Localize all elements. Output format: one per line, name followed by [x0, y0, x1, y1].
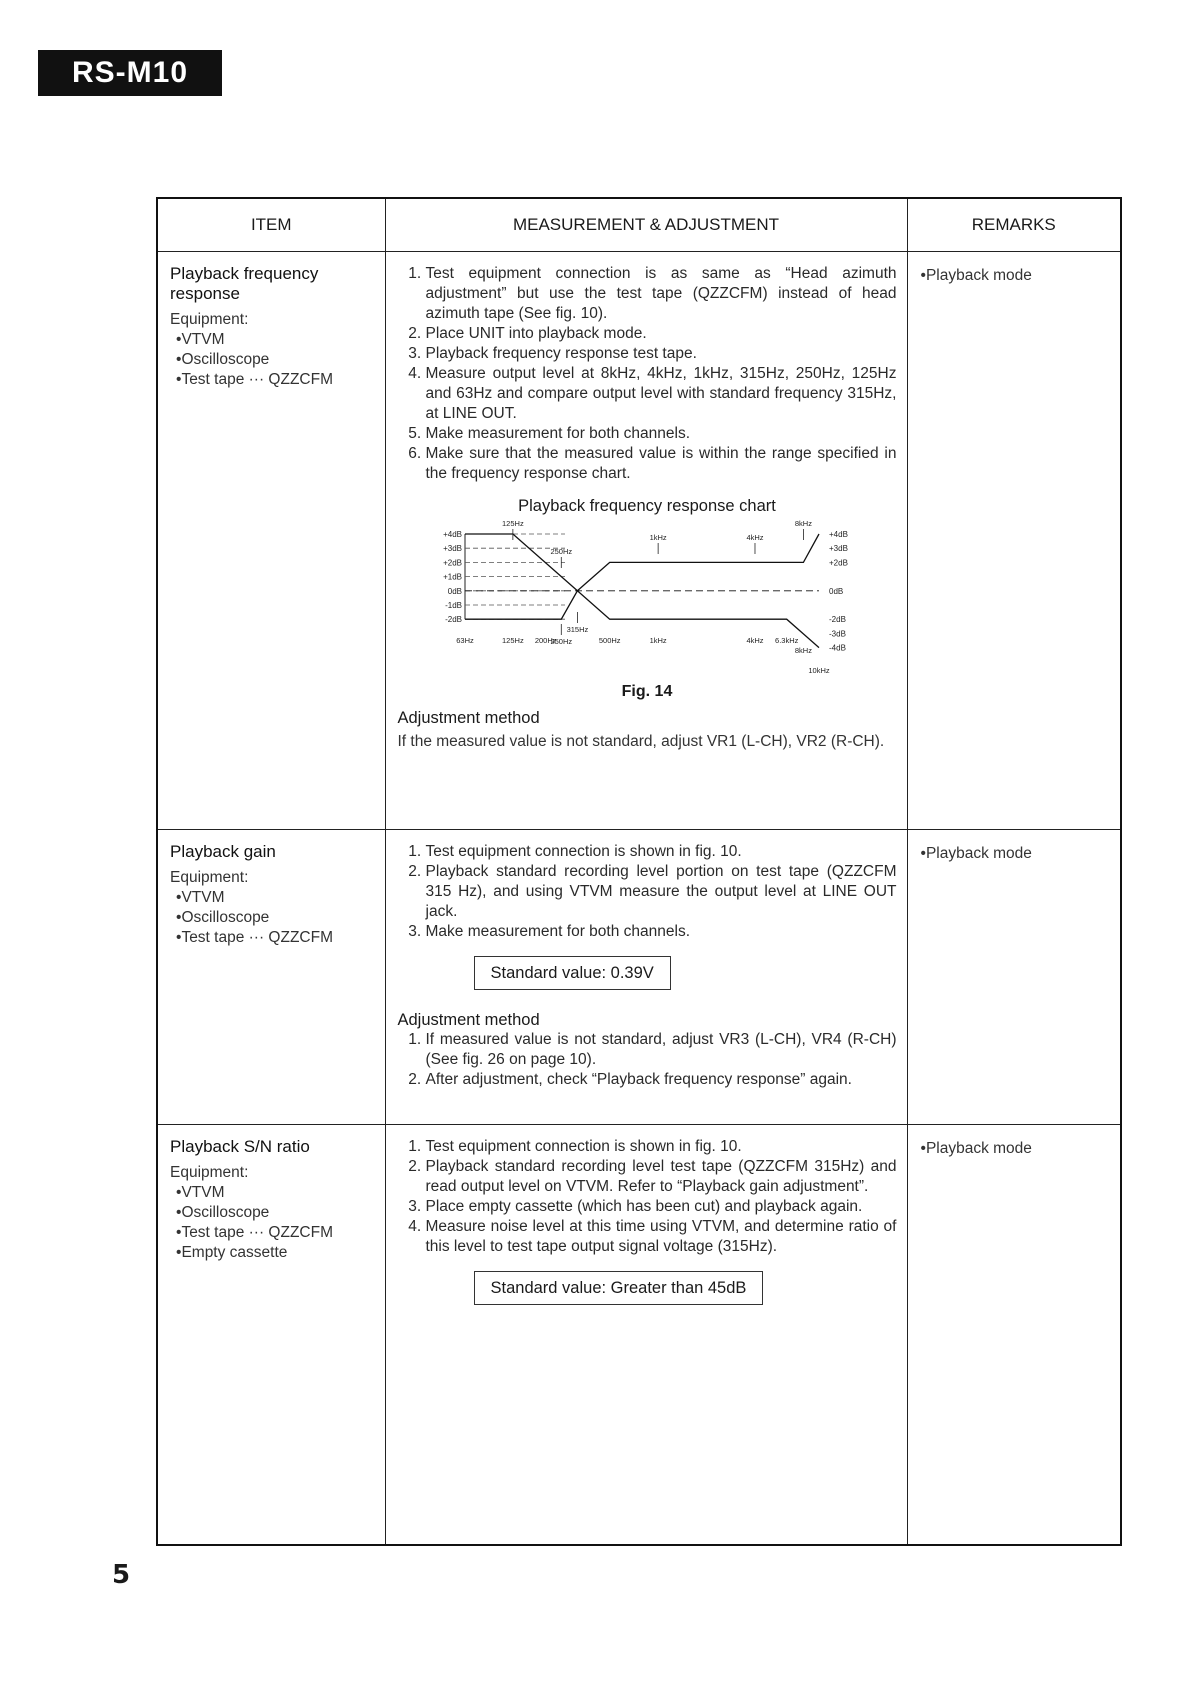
- remark-text: • Playback mode: [909, 1126, 1120, 1168]
- procedure-step: 2. Place UNIT into playback mode.: [426, 324, 897, 344]
- procedure-step: 1. Test equipment connection is as same as “Head azimuth adjustment” but use the test tape (QZZCFM) instead of head azimuth tape (See fig. 10).: [426, 264, 897, 324]
- equipment-item: • VTVM: [176, 888, 375, 908]
- procedure-step: 3. Make measurement for both channels.: [426, 922, 897, 942]
- procedure-steps: [398, 264, 897, 484]
- chart-callout: 315Hz: [566, 625, 589, 634]
- frequency-response-chart: [407, 520, 887, 680]
- y-tick-label: +1dB: [443, 572, 462, 582]
- equipment-block: [170, 310, 375, 390]
- x-tick-label: 1kHz: [649, 636, 667, 646]
- equipment-item: • VTVM: [176, 330, 375, 350]
- table-row: [157, 252, 1121, 830]
- item-cell: [157, 252, 385, 830]
- remarks-cell: [907, 252, 1121, 830]
- x-tick-label: 6.3kHz: [775, 636, 799, 646]
- procedure-steps: [398, 842, 897, 942]
- procedure-step: 1. Test equipment connection is shown in fig. 10.: [426, 842, 897, 862]
- y-tick-label: -1dB: [445, 601, 462, 610]
- y-tick-label: -2dB: [445, 615, 462, 625]
- item-title: Playback S/N ratio: [170, 1137, 310, 1156]
- adjustment-step: 2. After adjustment, check “Playback frequency response” again.: [426, 1070, 897, 1090]
- measurement-cell: [385, 252, 907, 830]
- procedure-step: 4. Measure output level at 8kHz, 4kHz, 1kHz, 315Hz, 250Hz, 125Hz and 63Hz and compare output level with standard frequency 315Hz, at LINE OUT.: [426, 364, 897, 424]
- item-cell: [157, 1125, 385, 1545]
- remarks-cell: [907, 830, 1121, 1125]
- procedure-step: 2. Playback standard recording level test tape (QZZCFM 315Hz) and read output level on VTVM. Refer to “Playback gain adjustment”.: [426, 1157, 897, 1197]
- standard-value-box: Standard value: Greater than 45dB: [474, 1271, 764, 1305]
- standard-value-box: Standard value: 0.39V: [474, 956, 671, 990]
- adjustment-steps: [398, 1030, 897, 1090]
- procedure-step: 3. Place empty cassette (which has been cut) and playback again.: [426, 1197, 897, 1217]
- x-tick-label: 4kHz: [746, 636, 764, 646]
- y-tick-label-right: -2dB: [829, 615, 846, 625]
- page-number: 5: [112, 1560, 131, 1590]
- x-tick-label: 10kHz: [808, 666, 830, 676]
- y-tick-label-right: 0dB: [829, 586, 844, 596]
- y-tick-label: +3dB: [443, 544, 462, 554]
- procedure-step: 1. Test equipment connection is shown in fig. 10.: [426, 1137, 897, 1157]
- item-title: Playback frequency response: [170, 264, 319, 303]
- equipment-label: Equipment:: [170, 311, 249, 328]
- table-header-row: [157, 198, 1121, 252]
- procedure-step: 4. Measure noise level at this time using VTVM, and determine ratio of this level to test tape output signal voltage (315Hz).: [426, 1217, 897, 1257]
- x-tick-label: 200Hz: [534, 636, 557, 646]
- equipment-item: • Test tape ··· QZZCFM: [176, 370, 375, 390]
- chart-callout: 8kHz: [794, 520, 812, 528]
- y-tick-label-right: +3dB: [829, 544, 848, 554]
- measurement-cell: [385, 1125, 907, 1545]
- x-tick-label: 500Hz: [598, 636, 621, 646]
- chart-callout: 1kHz: [649, 533, 667, 542]
- measurement-cell: [385, 830, 907, 1125]
- adjustment-step: 1. If measured value is not standard, adjust VR3 (L-CH), VR4 (R-CH) (See fig. 26 on page 10).: [426, 1030, 897, 1070]
- remarks-cell: [907, 1125, 1121, 1545]
- y-tick-label: +4dB: [443, 530, 462, 539]
- equipment-item: • Oscilloscope: [176, 350, 375, 370]
- series-line: [465, 534, 819, 591]
- chart-callout: 250Hz: [550, 637, 573, 646]
- procedure-steps: [398, 1137, 897, 1257]
- procedure-step: 2. Playback standard recording level portion on test tape (QZZCFM 315 Hz), and using VTVM measure the output level at LINE OUT jack.: [426, 862, 897, 922]
- table-row: [157, 1125, 1121, 1545]
- equipment-item: • VTVM: [176, 1183, 375, 1203]
- chart-title: Playback frequency response chart: [518, 497, 776, 515]
- x-tick-label: 125Hz: [502, 636, 524, 646]
- chart-callout: 250Hz: [550, 547, 573, 556]
- equipment-block: [170, 1163, 375, 1263]
- header-measurement: MEASUREMENT & ADJUSTMENT: [385, 198, 907, 252]
- chart-callout: 4kHz: [746, 533, 764, 542]
- y-tick-label-right: -3dB: [829, 629, 846, 639]
- equipment-item: • Empty cassette: [176, 1243, 375, 1263]
- chart-callout: 125Hz: [502, 520, 524, 528]
- remark-text: • Playback mode: [909, 831, 1120, 873]
- figure-caption: Fig. 14: [621, 683, 673, 700]
- y-tick-label-right: -4dB: [829, 643, 846, 653]
- table-row: [157, 830, 1121, 1125]
- equipment-block: [170, 868, 375, 948]
- adjustment-title: Adjustment method: [397, 1011, 540, 1029]
- x-tick-label: 63Hz: [456, 636, 474, 646]
- equipment-item: • Oscilloscope: [176, 908, 375, 928]
- y-tick-label: +2dB: [443, 558, 462, 568]
- item-cell: [157, 830, 385, 1125]
- y-tick-label-right: +4dB: [829, 530, 848, 539]
- equipment-item: • Test tape ··· QZZCFM: [176, 928, 375, 948]
- header-item: ITEM: [157, 198, 385, 252]
- y-tick-label-right: +2dB: [829, 558, 848, 568]
- model-badge: RS-M10: [38, 50, 222, 96]
- remark-text: • Playback mode: [909, 253, 1120, 295]
- procedure-step: 6. Make sure that the measured value is within the range specified in the frequency response chart.: [426, 444, 897, 484]
- adjustment-title: Adjustment method: [397, 709, 540, 727]
- procedure-step: 3. Playback frequency response test tape.: [426, 344, 897, 364]
- equipment-label: Equipment:: [170, 869, 249, 886]
- equipment-item: • Oscilloscope: [176, 1203, 375, 1223]
- header-remarks: REMARKS: [907, 198, 1121, 252]
- adjustment-table: [156, 197, 1122, 1546]
- equipment-label: Equipment:: [170, 1164, 249, 1181]
- item-title: Playback gain: [170, 842, 276, 861]
- procedure-step: 5. Make measurement for both channels.: [426, 424, 897, 444]
- y-tick-label: 0dB: [447, 586, 462, 596]
- x-tick-label: 8kHz: [794, 646, 812, 656]
- equipment-item: • Test tape ··· QZZCFM: [176, 1223, 375, 1243]
- adjustment-text: If the measured value is not standard, adjust VR1 (L-CH), VR2 (R-CH).: [397, 733, 885, 750]
